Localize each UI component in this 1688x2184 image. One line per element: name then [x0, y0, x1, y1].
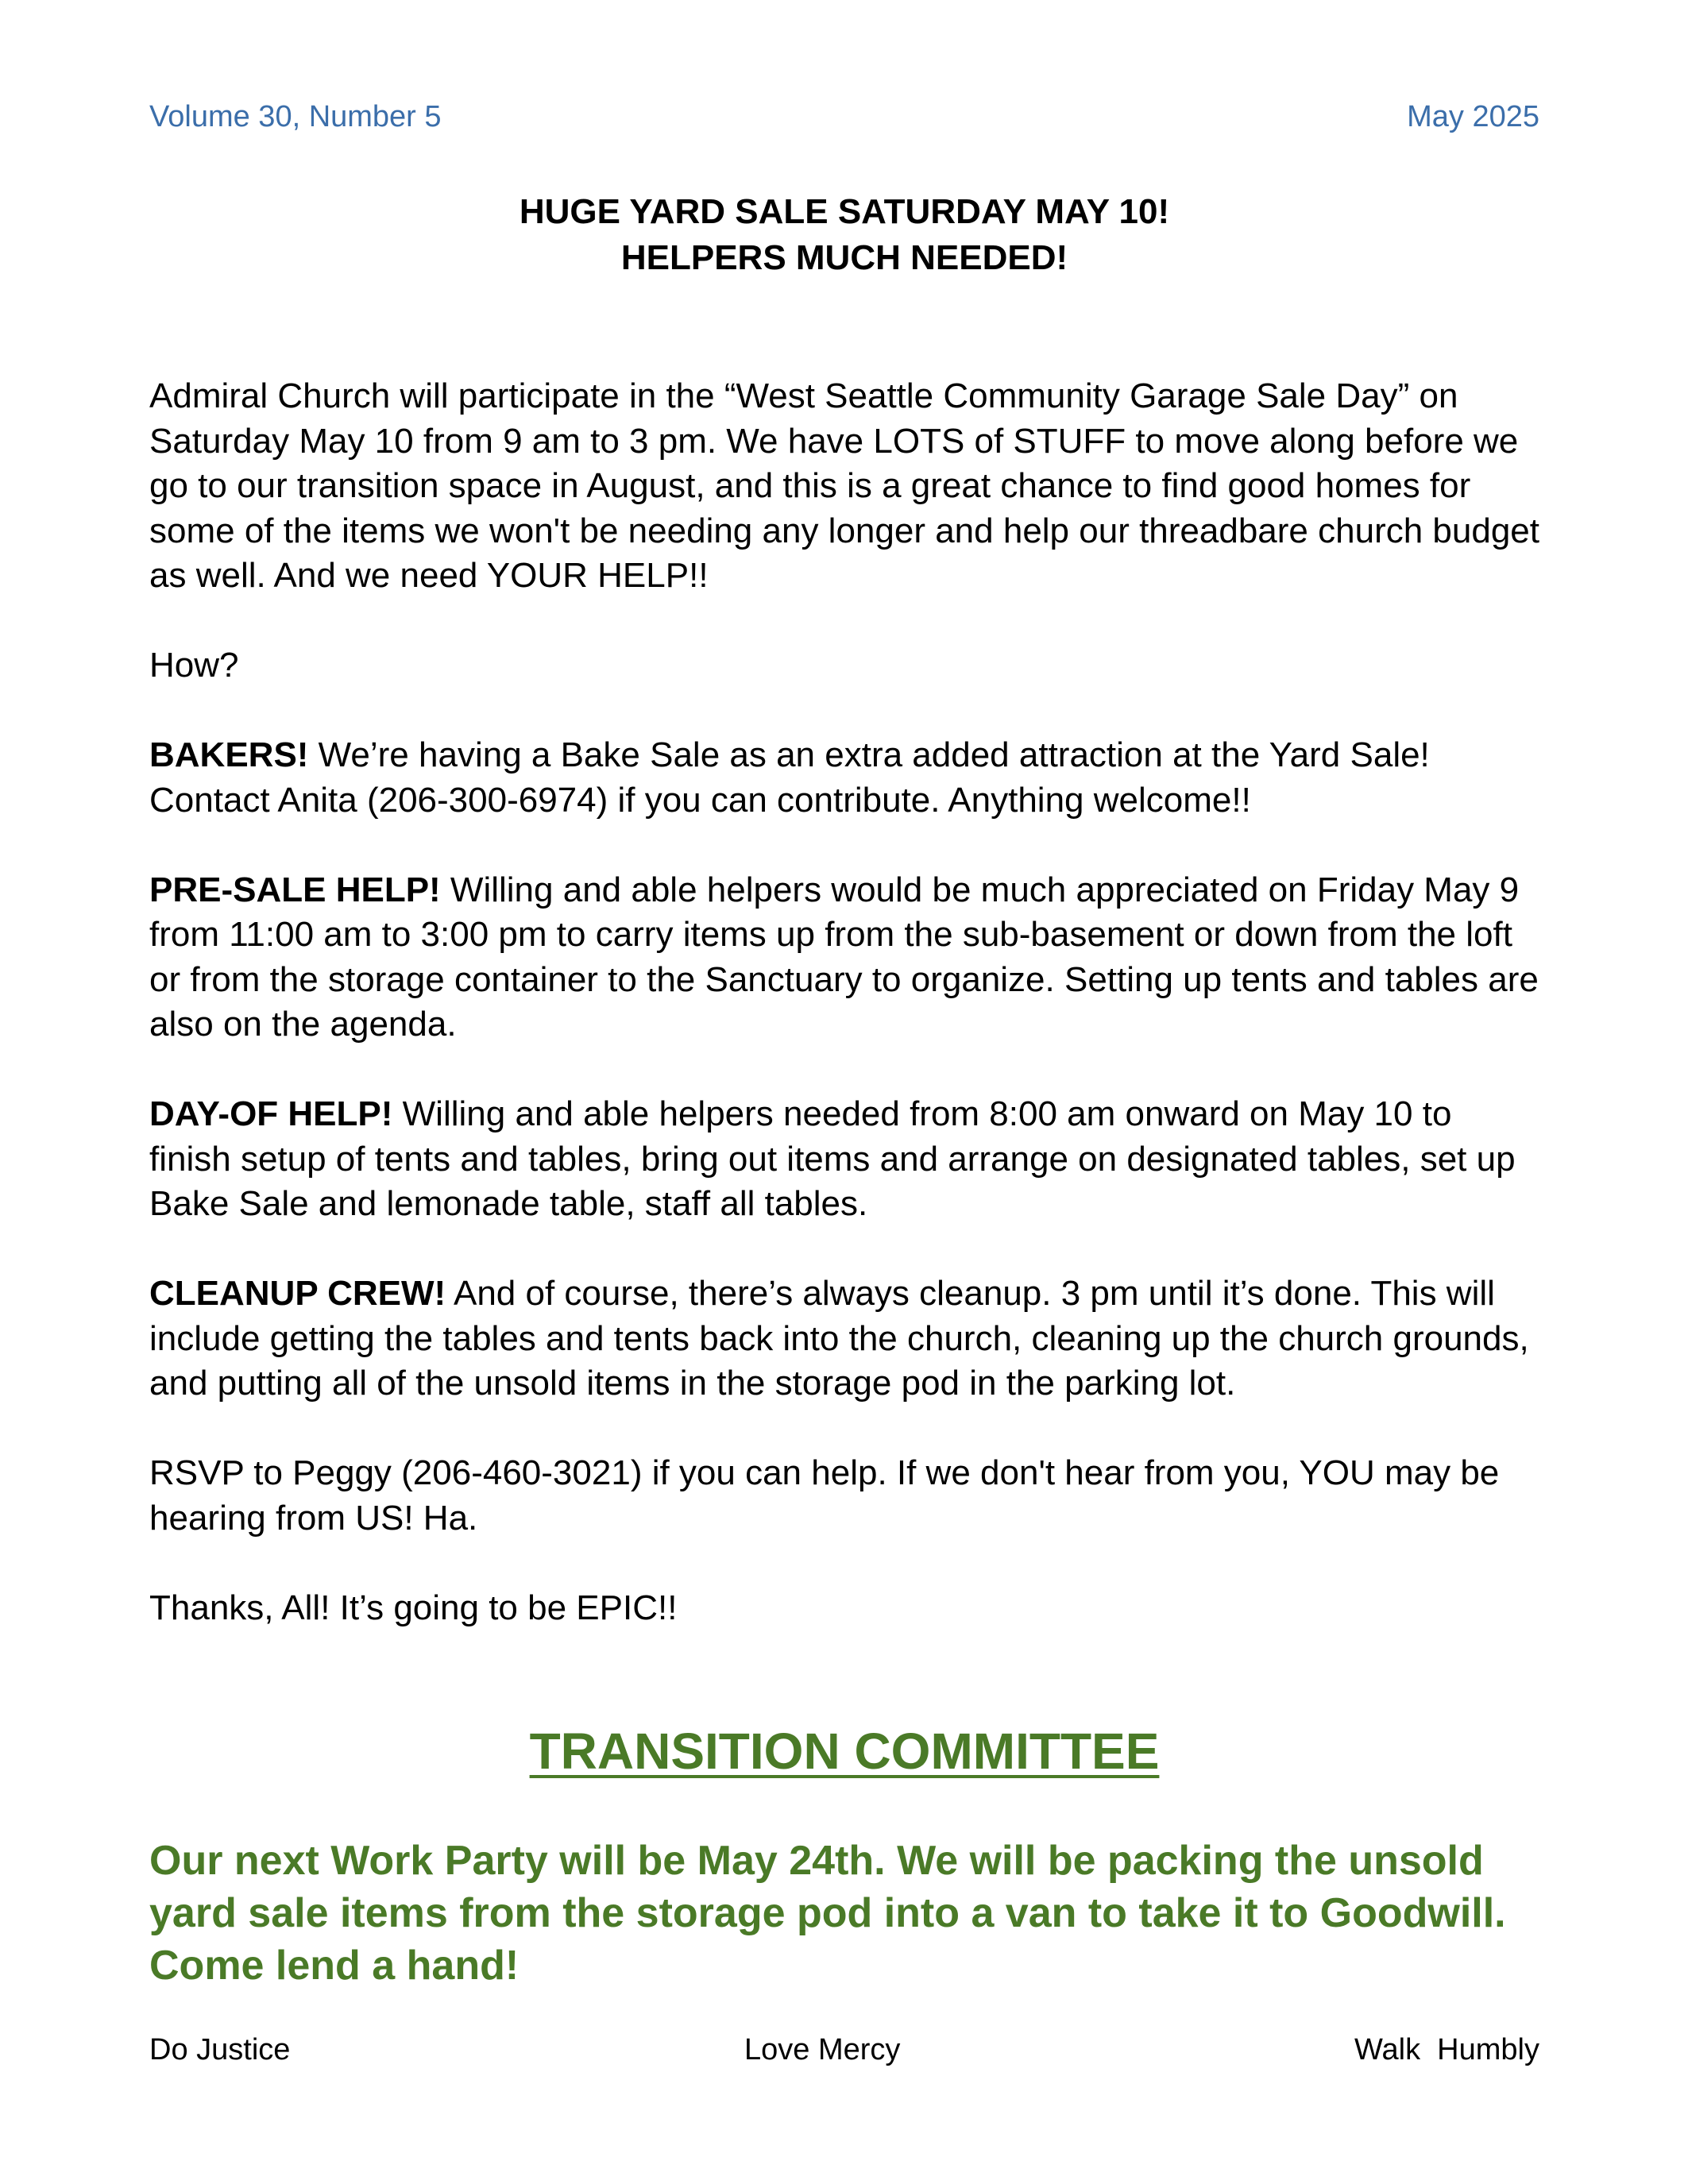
intro-paragraph: Admiral Church will participate in the “West Seattle Community Garage Sale Day” on Saturday May 10 from 9 am to 3 pm. We have LOTS of STUFF to move along before we go to our transition space in August, and this is a great chance to find good homes for some of the items we won't be needing any longer and help our threadbare church budget as well. And we need YOUR HELP!! [149, 376, 1539, 595]
volume-number: Volume 30, Number 5 [149, 100, 442, 133]
rsvp-paragraph: RSVP to Peggy (206-460-3021) if you can help. If we don't hear from you, YOU may be hearing from US! Ha. [149, 1453, 1500, 1538]
footer-motto-center: Love Mercy [744, 2033, 901, 2066]
thanks-paragraph: Thanks, All! It’s going to be EPIC!! [149, 1588, 678, 1627]
dayof-label: DAY-OF HELP! [149, 1094, 393, 1133]
cleanup-label: CLEANUP CREW! [149, 1274, 446, 1313]
newsletter-page [149, 0, 1539, 2184]
issue-date: May 2025 [1407, 100, 1539, 133]
headline-line-1: HUGE YARD SALE SATURDAY MAY 10! [519, 192, 1170, 231]
newsletter-footer [149, 2033, 1539, 2067]
dayof-text: Willing and able helpers needed from 8:00 am onward on May 10 to finish setup of tents and tables, bring out items and arrange on designated tables, set up Bake Sale and lemonade table, staff all tables. [149, 1094, 1516, 1223]
presale-paragraph [149, 868, 1539, 1048]
committee-announcement: Our next Work Party will be May 24th. We will be packing the unsold yard sale items from the storage pod into a van to take it to Goodwill. Come lend a hand! [149, 1838, 1506, 1989]
bakers-label: BAKERS! [149, 735, 309, 774]
newsletter-header [149, 100, 1539, 134]
article-headline [149, 189, 1539, 281]
article-body [149, 374, 1539, 1676]
how-paragraph: How? [149, 646, 239, 685]
cleanup-paragraph [149, 1271, 1539, 1406]
dayof-paragraph [149, 1092, 1539, 1227]
presale-label: PRE-SALE HELP! [149, 870, 441, 909]
committee-title: TRANSITION COMMITTEE [529, 1723, 1160, 1780]
bakers-text: We’re having a Bake Sale as an extra added attraction at the Yard Sale! Contact Anita (206-300-6974) if you can contribute. Anything welcome!! [149, 735, 1430, 820]
presale-text: Willing and able helpers would be much appreciated on Friday May 9 from 11:00 am to 3:00 pm to carry items up from the sub-basement or down from the loft or from the storage container to the Sanctuary to organize. Setting up tents and tables are also on the agenda. [149, 870, 1539, 1044]
bakers-paragraph [149, 733, 1539, 823]
footer-motto-right: Walk Humbly [1354, 2033, 1539, 2066]
headline-line-2: HELPERS MUCH NEEDED! [620, 238, 1068, 277]
footer-motto-left: Do Justice [149, 2033, 291, 2066]
cleanup-text: And of course, there’s always cleanup. 3 pm until it’s done. This will include getting the tables and tents back into the church, cleaning up the church grounds, and putting all of the unsold items in the storage pod in the parking lot. [149, 1274, 1529, 1403]
